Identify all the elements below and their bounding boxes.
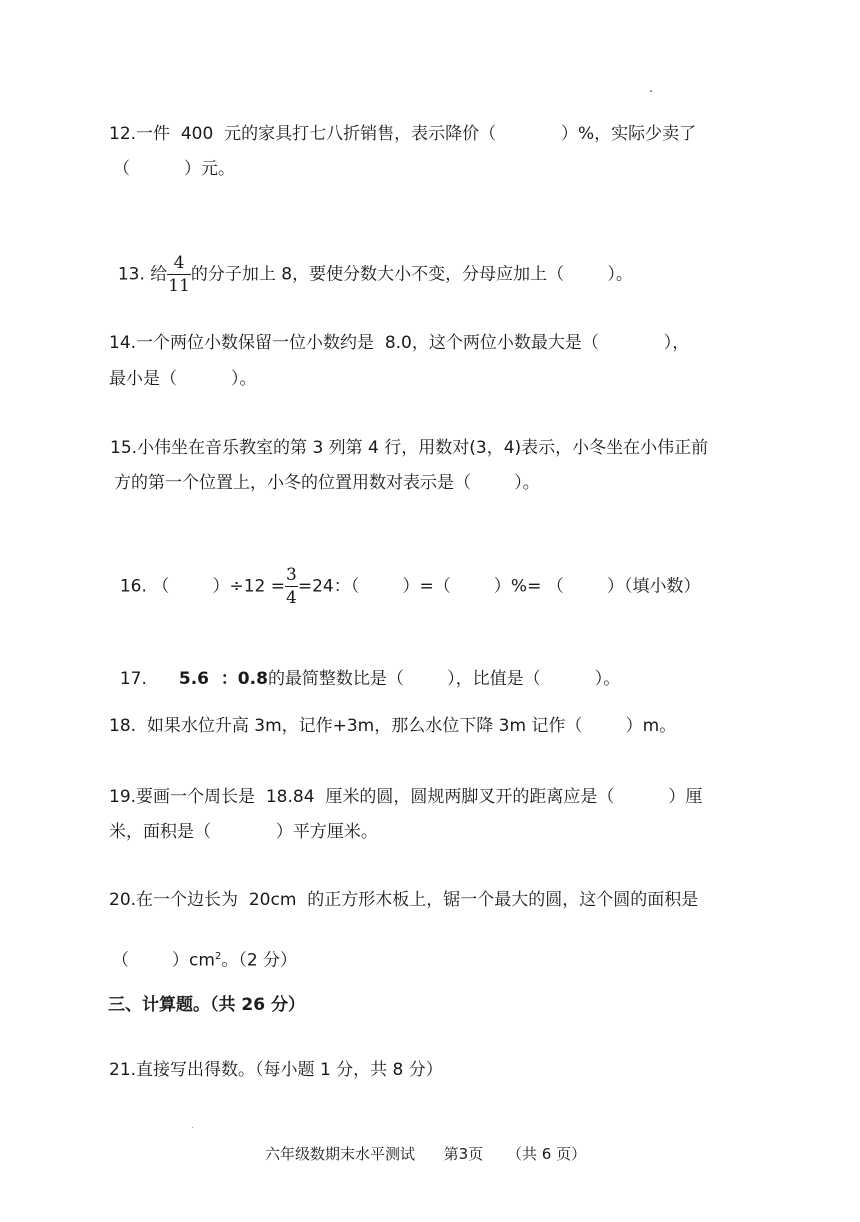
q16-fraction-numerator: 3 <box>286 565 297 585</box>
q16-fraction-denominator: 4 <box>286 588 297 608</box>
q13-prefix: 13. 给 <box>117 264 168 285</box>
q15-line2: 方的第一个位置上，小冬的位置用数对表示是（ ）。 <box>114 473 540 493</box>
q19-line2: 米，面积是（ ）平方厘米。 <box>109 822 378 842</box>
q12-line1: 12.一件 400 元的家具打七八折销售，表示降价（ ）%，实际少卖了 <box>109 124 697 144</box>
q13-fraction-numerator: 4 <box>167 254 191 275</box>
section-title: 三、计算题。（共 26 分） <box>108 995 305 1015</box>
q17-number: 17. <box>119 669 147 689</box>
q14-line1: 14.一个两位小数保留一位小数约是 8.0，这个两位小数最大是（ ）， <box>109 333 690 353</box>
q17 <box>109 646 620 690</box>
q16-fraction <box>285 566 298 607</box>
q17-suffix: 的最简整数比是（ ），比值是（ ）。 <box>267 669 621 689</box>
q17-ratio: 5.6 ：0.8 <box>178 669 268 689</box>
q21: 21.直接写出得数。（每小题 1 分，共 8 分） <box>109 1060 443 1080</box>
q20-points: 。（2 分） <box>221 950 298 971</box>
q13-suffix: 的分子加上 8，要使分数大小不变，分母应加上（ ）。 <box>190 264 633 285</box>
q16-suffix: =24：（ ）=（ ）%= （ ）（填小数） <box>297 576 701 597</box>
q13-fraction-denominator: 11 <box>168 276 190 296</box>
scan-dot-bottom <box>192 1127 193 1128</box>
q12-line2: （ ）元。 <box>113 159 236 179</box>
scan-dot-top <box>650 90 652 92</box>
q13 <box>107 232 633 295</box>
q20-line1: 20.在一个边长为 20cm 的正方形木板上，锯一个最大的圆，这个圆的面积是 <box>109 890 699 910</box>
q20-blank: （ ）cm <box>111 950 215 971</box>
q16 <box>109 544 700 607</box>
q20-line2 <box>101 924 297 972</box>
q18: 18. 如果水位升高 3m，记作+3m，那么水位下降 3m 记作（ ）m。 <box>109 716 677 736</box>
page-footer: 六年级数期末水平测试 第3页 （共 6 页） <box>265 1145 587 1163</box>
q20-superscript: 2 <box>214 951 222 962</box>
q16-prefix: 16. （ ）÷12 = <box>119 576 286 597</box>
q13-fraction <box>167 254 191 295</box>
q15-line1: 15.小伟坐在音乐教室的第 3 列第 4 行，用数对(3，4)表示，小冬坐在小伟正前 <box>110 438 709 458</box>
q19-line1: 19.要画一个周长是 18.84 厘米的圆，圆规两脚叉开的距离应是（ ）厘 <box>109 787 703 807</box>
q14-line2: 最小是（ ）。 <box>109 369 257 389</box>
